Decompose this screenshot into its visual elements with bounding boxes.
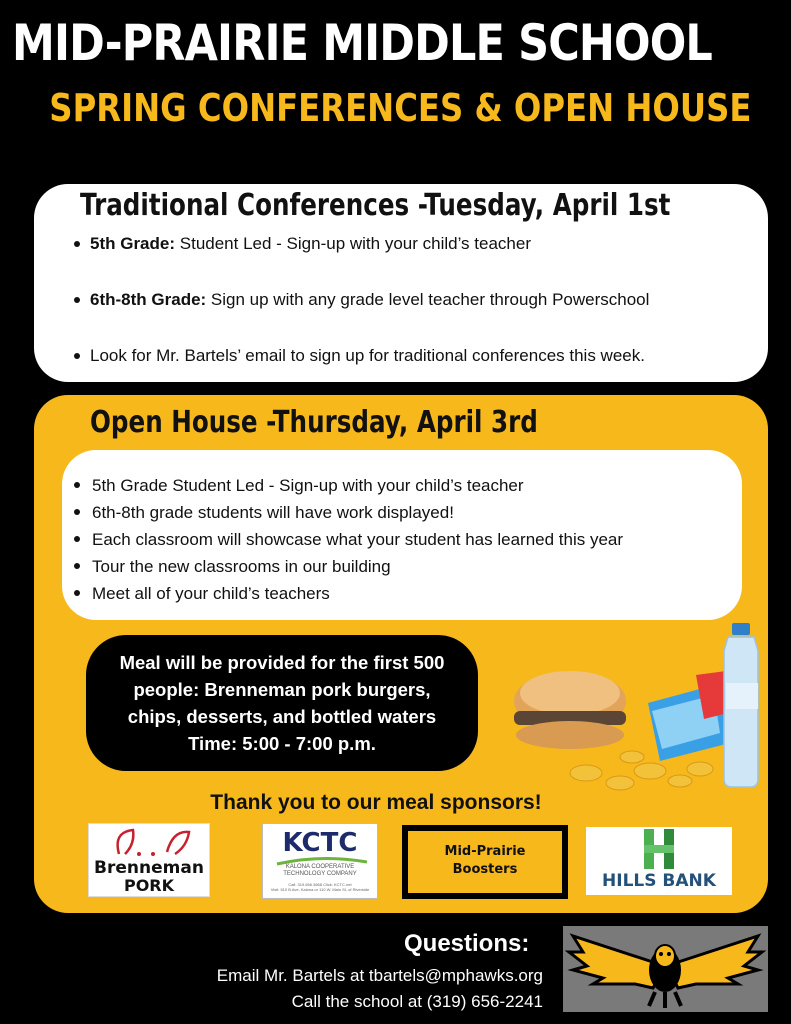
brenneman-line2: PORK <box>123 876 175 895</box>
kctc-foot-line1: Call: 319.656.3668 Click: KCTC.net <box>288 882 352 887</box>
page-subtitle: SPRING CONFERENCES & OPEN HOUSE <box>49 86 752 130</box>
list-item: Meet all of your child’s teachers <box>74 580 623 607</box>
list-item-text: Look for Mr. Bartels’ email to sign up for traditional conferences this week. <box>90 346 645 365</box>
kctc-sub-line2: TECHNOLOGY COMPANY <box>283 871 357 877</box>
open-house-details-card <box>62 450 742 620</box>
kctc-subtitle <box>263 864 377 878</box>
kctc-foot-line2: Visit: 510 B Ave, Kalona or 110 W. Main St, of Riverside <box>270 887 370 892</box>
list-item: 6th-8th grade students will have work displayed! <box>74 499 623 526</box>
burger-icon <box>514 671 626 749</box>
list-item-bold-suffix: Grade: <box>146 290 207 309</box>
kctc-logo <box>262 823 378 899</box>
chips-icon <box>570 751 713 790</box>
hills-bank-h-icon <box>586 827 732 871</box>
meal-time: Time: 5:00 - 7:00 p.m. <box>188 733 376 754</box>
brenneman-line1: Brenneman <box>94 858 204 878</box>
meal-info-box <box>86 635 478 771</box>
list-item-bold: 5th Grade: <box>90 234 176 253</box>
list-item-bold: 6th-8th <box>90 290 147 309</box>
contact-email: Email Mr. Bartels at tbartels@mphawks.org <box>216 966 543 985</box>
list-item <box>74 290 649 310</box>
list-item: Tour the new classrooms in our building <box>74 553 623 580</box>
contact-phone: Call the school at (319) 656-2241 <box>291 992 543 1011</box>
mid-prairie-boosters-logo <box>402 825 568 899</box>
meal-line: chips, desserts, and bottled waters <box>127 706 437 727</box>
list-item <box>74 346 649 366</box>
hawk-mascot-logo <box>563 926 768 1012</box>
boosters-line2: Boosters <box>452 862 518 877</box>
questions-heading: Questions: <box>404 930 530 957</box>
list-item: 5th Grade Student Led - Sign-up with your child’s teacher <box>74 472 623 499</box>
list-item-text: Student Led - Sign-up with your child’s teacher <box>175 234 531 253</box>
sponsors-thanks: Thank you to our meal sponsors! <box>210 791 542 814</box>
hills-bank-logo <box>586 827 732 895</box>
brenneman-pork-logo <box>88 823 210 897</box>
meal-line: Meal will be provided for the first 500 <box>119 652 445 673</box>
traditional-conferences-panel <box>34 184 768 382</box>
chip-bag-icon <box>648 671 730 761</box>
list-item-text: Sign up with any grade level teacher through Powerschool <box>206 290 650 309</box>
list-item: Each classroom will showcase what your student has learned this year <box>74 526 623 553</box>
traditional-conferences-list <box>74 234 649 402</box>
boosters-text <box>408 843 562 879</box>
page-title: MID-PRAIRIE MIDDLE SCHOOL <box>12 14 712 72</box>
hills-bank-name: HILLS BANK <box>602 871 716 891</box>
kctc-title: KCTC <box>282 828 358 858</box>
open-house-panel <box>34 395 768 913</box>
boosters-line1: Mid-Prairie <box>444 844 526 859</box>
meal-food-illustration <box>500 623 780 803</box>
traditional-conferences-heading: Traditional Conferences -Tuesday, April 1st <box>80 188 671 223</box>
list-item <box>74 234 649 254</box>
open-house-list <box>74 472 623 607</box>
open-house-heading: Open House -Thursday, April 3rd <box>90 405 538 440</box>
meal-line: people: Brenneman pork burgers, <box>133 679 431 700</box>
kctc-footer <box>263 882 377 892</box>
water-bottle-icon <box>724 623 758 787</box>
kctc-sub-line1: KALONA COOPERATIVE <box>285 864 355 870</box>
